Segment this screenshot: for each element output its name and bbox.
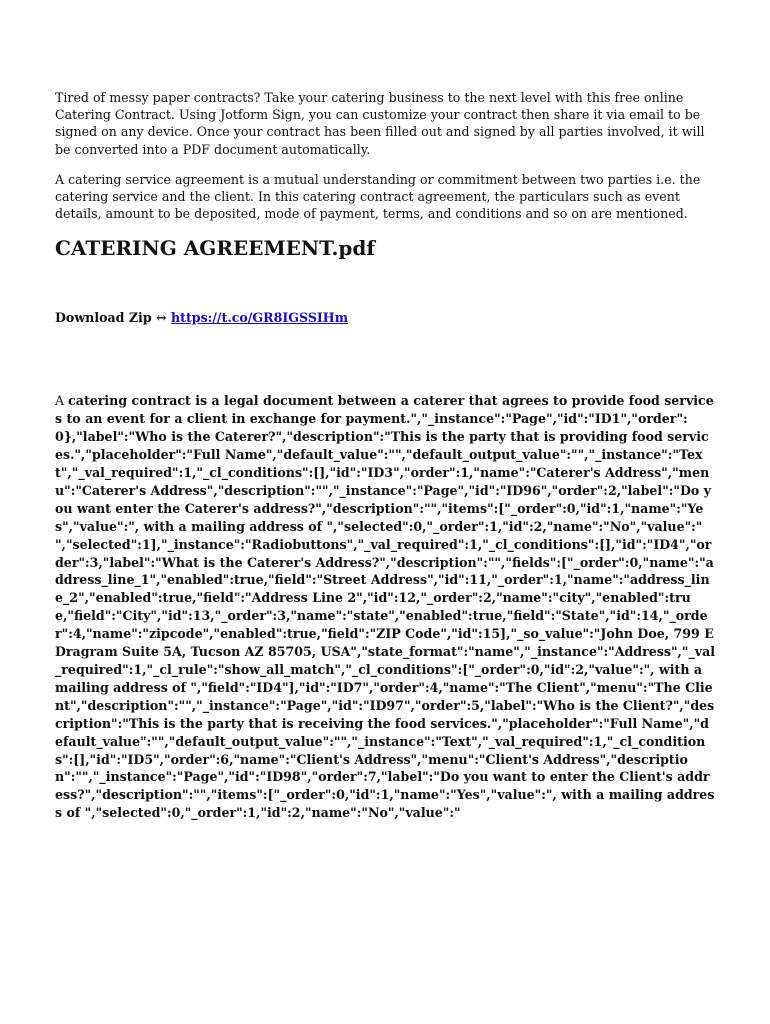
download-link[interactable]: https://t.co/GR8IGSSIHm — [170, 310, 349, 326]
download-label: Download Zip ↔ — [55, 310, 171, 326]
intro-paragraph-1: Tired of messy paper contracts? Take your catering business to the next level with this free online Catering Contract. Using Jotform Sign, you can customize your contract then share it via email to be signed on any device. Once your contract has been filled out and signed by all parties involved, it will be converted into a PDF document automatically. — [55, 90, 705, 157]
body-text: catering contract is a legal document between a caterer that agrees to provide food services to an event for a client in exchange for payment.","_instance":"Page","id":"ID1","order":0},"label":"Who is the Caterer?","description":"This is the party that is providing food services.","placeholder":"Full Name","default_value":"","default_output_value":"","_instance":"Text","_val_required":1,"_cl_conditions":[],"id":"ID3","order":1,"name":"Caterer's Address","menu":"Caterer's Address","description":"","_instance":"Page","id":"ID96","order":2,"label":"Do you want enter the Caterer's address?","description":"","items":["_order":0,"id":1,"name":"Yes","value":", with a mailing address of ","selected":0,"_order":1,"id":2,"name":"No","value":" ","selected":1],"_instance":"Radiobuttons","_val_required":1,"_cl_conditions":[],"id":"ID4","order":3,"label":"What is the Caterer's Address?","description":"","fields":["_order":0,"name":"address_line_1","enabled":true,"field":"Street Address","id":11,"_order":1,"name":"address_line_2","enabled":true,"field":"Address Line 2","id":12,"_order":2,"name":"city","enabled":true,"field":"City","id":13,"_order":3,"name":"state","enabled":true,"field":"State","id":14,"_order":4,"name":"zipcode","enabled":true,"field":"ZIP Code","id":15],"_so_value":"John Doe, 799 E Dragram Suite 5A, Tucson AZ 85705, USA","state_format":"name","_instance":"Address","_val_required":1,"_cl_rule":"show_all_match","_cl_conditions":["_order":0,"id":2,"value":", with a mailing address of ","field":"ID4"],"id":"ID7","order":4,"name":"The Client","menu":"The Client","description":"","_instance":"Page","id":"ID97","order":5,"label":"Who is the Client?","description":"This is the party that is receiving the food services.","placeholder":"Full Name","default_value":"","default_output_value":"","_instance":"Text","_val_required":1,"_cl_conditions":[],"id":"ID5","order":6,"name":"Client's Address","menu":"Client's Address","description":"","_instance":"Page","id":"ID98","order":7,"label":"Do you want to enter the Client's address?","description":"","items":["_order":0,"id":1,"name":"Yes","value":", with a mailing address of ","selected":0,"_order":1,"id":2,"name":"No","value":" — [55, 393, 716, 821]
intro-paragraph-2: A catering service agreement is a mutual understanding or commitment between two parties i.e. the catering service and the client. In this catering contract agreement, the particulars such as event details, amount to be deposited, mode of payment, terms, and conditions and so on are mentioned. — [55, 171, 701, 222]
document-title: CATERING AGREEMENT.pdf — [55, 236, 375, 261]
download-line — [55, 309, 715, 326]
document-page — [55, 89, 715, 822]
body-lead: A — [55, 393, 69, 409]
contract-body — [55, 392, 715, 822]
